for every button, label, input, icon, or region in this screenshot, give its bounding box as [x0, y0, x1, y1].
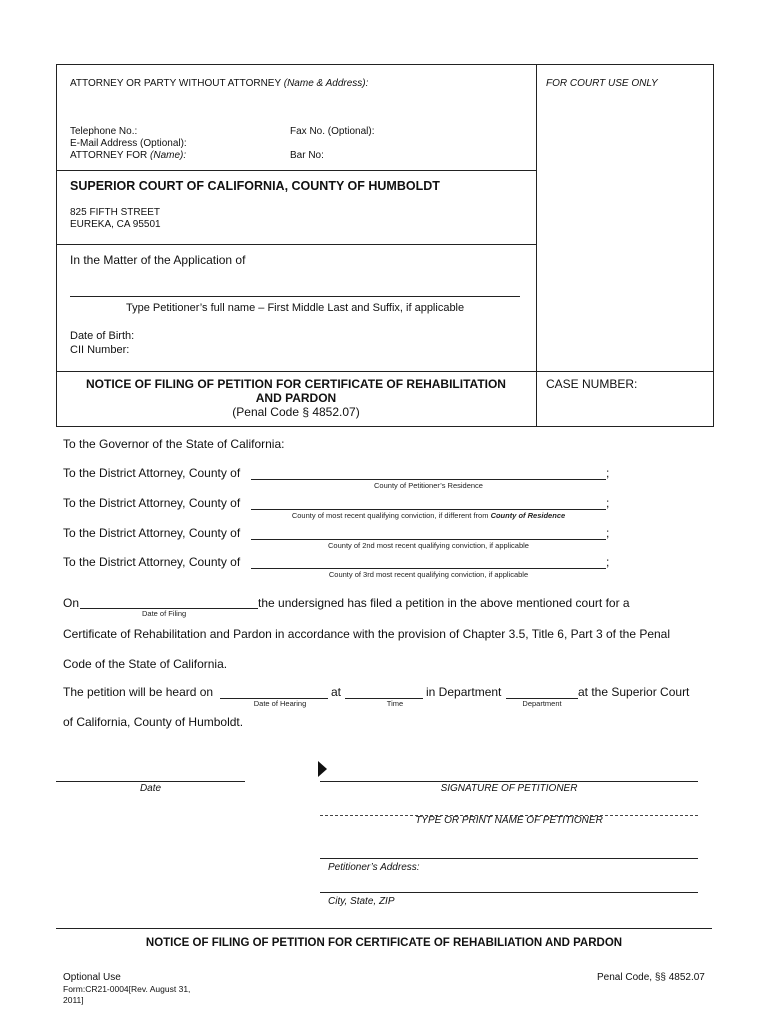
matter-title: In the Matter of the Application of	[70, 253, 246, 267]
case-number-label: CASE NUMBER:	[546, 377, 638, 391]
print-name-caption: TYPE OR PRINT NAME OF PETITIONER	[415, 815, 603, 826]
notice-title-line1: NOTICE OF FILING OF PETITION FOR CERTIFICATE OF REHABILITATION	[86, 377, 506, 391]
title-divider	[536, 370, 537, 427]
bar-no-label: Bar No:	[290, 150, 324, 161]
signature-arrow-icon	[318, 761, 327, 777]
in-department-label: in Department	[426, 685, 502, 699]
petitioner-caption: Type Petitioner’s full name – First Middle Last and Suffix, if applicable	[126, 302, 465, 314]
notice-title-line3: (Penal Code § 4852.07)	[232, 405, 360, 419]
certificate-line: Certificate of Rehabilitation and Pardon in accordance with the provision of Chapter 3.5, Title 6, Part 3 of the Penal	[63, 627, 671, 641]
header-divider	[536, 64, 537, 370]
form-number-line1: Form:CR21-0004[Rev. August 31,	[63, 984, 191, 994]
date-caption: Date	[139, 783, 162, 794]
at-label: at	[331, 685, 342, 699]
header-box	[56, 64, 714, 372]
email-label: E-Mail Address (Optional):	[70, 138, 187, 149]
dob-label: Date of Birth:	[70, 330, 135, 342]
court-city: EUREKA, CA 95501	[70, 219, 161, 230]
court-name: SUPERIOR COURT OF CALIFORNIA, COUNTY OF HUMBOLDT	[70, 179, 440, 193]
heard-prefix: The petition will be heard on	[63, 685, 214, 699]
city-state-line[interactable]	[320, 892, 698, 893]
optional-use: Optional Use	[63, 972, 121, 983]
attorney-for-label	[70, 150, 186, 161]
date-signature-line[interactable]	[56, 781, 245, 782]
da-prefix-4: To the District Attorney, County of	[63, 555, 241, 569]
at-superior-label: at the Superior Court	[578, 685, 690, 699]
da-prefix-3: To the District Attorney, County of	[63, 526, 241, 540]
da-county-line-4[interactable]	[251, 568, 606, 569]
form-number-line2: 2011]	[63, 995, 84, 1005]
da-county-line-2[interactable]	[251, 509, 606, 510]
date-of-hearing-caption: Date of Hearing	[253, 699, 307, 708]
da-semicolon-3: ;	[606, 526, 610, 540]
attorney-label	[70, 78, 368, 89]
code-line: Code of the State of California.	[63, 657, 228, 671]
date-of-filing-caption: Date of Filing	[142, 609, 187, 618]
cii-label: CII Number:	[70, 344, 130, 356]
address-line[interactable]	[320, 858, 698, 859]
header-rule-2	[56, 244, 537, 245]
footer-rule	[56, 928, 712, 929]
da-caption-1: County of Petitioner’s Residence	[374, 481, 483, 490]
footer-title: NOTICE OF FILING OF PETITION FOR CERTIFICATE OF REHABILIATION AND PARDON	[145, 937, 623, 949]
da-county-line-3[interactable]	[251, 539, 606, 540]
da-caption-2	[251, 511, 606, 520]
da-county-line-1[interactable]	[251, 479, 606, 480]
on-label: On	[63, 596, 80, 610]
header-rule-1	[56, 170, 537, 171]
filed-text: the undersigned has filed a petition in the above mentioned court for a	[258, 596, 630, 610]
da-caption-2-text: County of most recent qualifying conviction, if different from	[291, 511, 491, 520]
signature-caption: SIGNATURE OF PETITIONER	[440, 783, 578, 794]
da-prefix-1: To the District Attorney, County of	[63, 466, 241, 480]
da-prefix-2: To the District Attorney, County of	[63, 496, 241, 510]
address-caption: Petitioner’s Address:	[328, 862, 420, 873]
telephone-label: Telephone No.:	[70, 126, 138, 137]
court-street: 825 FIFTH STREET	[70, 207, 161, 218]
fax-label: Fax No. (Optional):	[290, 126, 375, 137]
governor-line: To the Governor of the State of California:	[63, 437, 285, 451]
attorney-label-text: ATTORNEY OR PARTY WITHOUT ATTORNEY	[70, 78, 284, 89]
da-caption-3: County of 2nd most recent qualifying conviction, if applicable	[328, 541, 529, 550]
county-humboldt-line: of California, County of Humboldt.	[63, 715, 244, 729]
signature-line[interactable]	[320, 781, 698, 782]
da-caption-2-bold: County of Residence	[490, 511, 566, 520]
city-state-caption: City, State, ZIP	[328, 896, 395, 907]
attorney-for-text: ATTORNEY FOR	[70, 150, 151, 161]
da-semicolon-4: ;	[606, 555, 610, 569]
penal-code-footer: Penal Code, §§ 4852.07	[597, 972, 705, 983]
department-caption: Department	[522, 699, 562, 708]
da-caption-4: County of 3rd most recent qualifying conviction, if applicable	[328, 570, 529, 579]
petitioner-name-line[interactable]	[70, 296, 520, 297]
time-caption: Time	[386, 699, 404, 708]
da-semicolon-2: ;	[606, 496, 610, 510]
notice-title-line2: AND PARDON	[255, 391, 337, 405]
attorney-label-italic: (Name & Address):	[283, 78, 369, 89]
attorney-for-italic: (Name):	[150, 150, 187, 161]
court-use-label: FOR COURT USE ONLY	[546, 78, 658, 89]
da-semicolon-1: ;	[606, 466, 610, 480]
